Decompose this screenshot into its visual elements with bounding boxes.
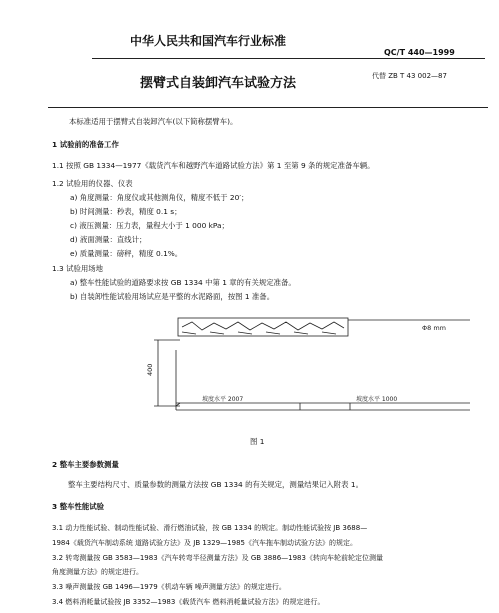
replaces-note: 代替 ZB T 43 002—87	[372, 72, 447, 80]
clause-1-3: 1.3 试验用场地	[52, 264, 104, 273]
instrument-item: b) 时间测量：秒表，精度 0.1 s；	[70, 207, 182, 216]
clause-3-2-cont: 角度测量方法》的规定进行。	[52, 568, 143, 576]
site-item: b) 自装卸性能试验用场试应是平整的水泥路面，按图 1 准备。	[70, 292, 275, 301]
instrument-item: c) 液压测量：压力表，量程大小于 1 000 kPa；	[70, 221, 229, 230]
clause-3-3: 3.3 噪声测量按 GB 1496—1979《机动车辆 噪声测量方法》的规定进行。	[52, 583, 286, 591]
clause-1-2: 1.2 试验用的仪器、仪表	[52, 179, 133, 188]
instrument-item: d) 液面测量：直线计；	[70, 235, 147, 244]
section-2-heading: 2 整车主要参数测量	[52, 460, 119, 469]
figure-caption: 图 1	[250, 437, 265, 446]
clause-3-1-cont: 1984《载货汽车制动系统 道路试验方法》及 JB 1329—1985《汽车拖车制动试验方法》的规定。	[52, 539, 357, 547]
instrument-item: a) 角度测量：角度仪或其他测角仪，精度不低于 20′；	[70, 193, 249, 202]
standard-number: QC/T 440—1999	[384, 48, 455, 57]
clause-1-1: 1.1 按照 GB 1334—1977《载货汽车和越野汽车道路试验方法》第 1 至第 9 条的规定准备车辆。	[52, 161, 375, 170]
dim-top-label: Φ8 mm	[422, 324, 446, 332]
document-title: 摆臂式自装卸汽车试验方法	[140, 76, 297, 91]
org-title: 中华人民共和国汽车行业标准	[130, 34, 287, 48]
section-2-text: 整车主要结构尺寸、质量参数的测量方法按 GB 1334 的有关规定，测量结果记入附表 1。	[68, 480, 363, 489]
dim-side-label: 400	[146, 363, 154, 376]
section-1-heading: 1 试验前的准备工作	[52, 140, 119, 149]
section-3-heading: 3 整车性能试验	[52, 502, 105, 511]
figure-1-diagram	[140, 310, 480, 420]
floor-label-left: 坡度水平 2007	[202, 396, 244, 403]
clause-3-4: 3.4 燃料消耗量试验按 JB 3352—1983《载货汽车 燃料消耗量试验方法》的规定进行。	[52, 598, 325, 606]
site-item: a) 整车性能试验的道路要求按 GB 1334 中第 1 章的有关规定准备。	[70, 278, 296, 287]
clause-3-2: 3.2 转弯测量按 GB 3583—1983《汽车转弯半径测量方法》及 GB 3886—1983《转向车轮前轮定位测量	[52, 554, 383, 562]
instrument-item: e) 质量测量：磅秤，精度 0.1%。	[70, 249, 183, 258]
header-rule	[92, 58, 485, 59]
clause-3-1: 3.1 动力性能试验、制动性能试验、滑行燃油试验，按 GB 1334 的规定。制动性能试验按 JB 3688—	[52, 524, 368, 532]
scope-statement: 本标准适用于摆臂式自装卸汽车(以下简称摆臂车)。	[69, 117, 238, 126]
title-rule	[48, 107, 488, 108]
floor-label-right: 坡度水平 1000	[356, 396, 398, 403]
